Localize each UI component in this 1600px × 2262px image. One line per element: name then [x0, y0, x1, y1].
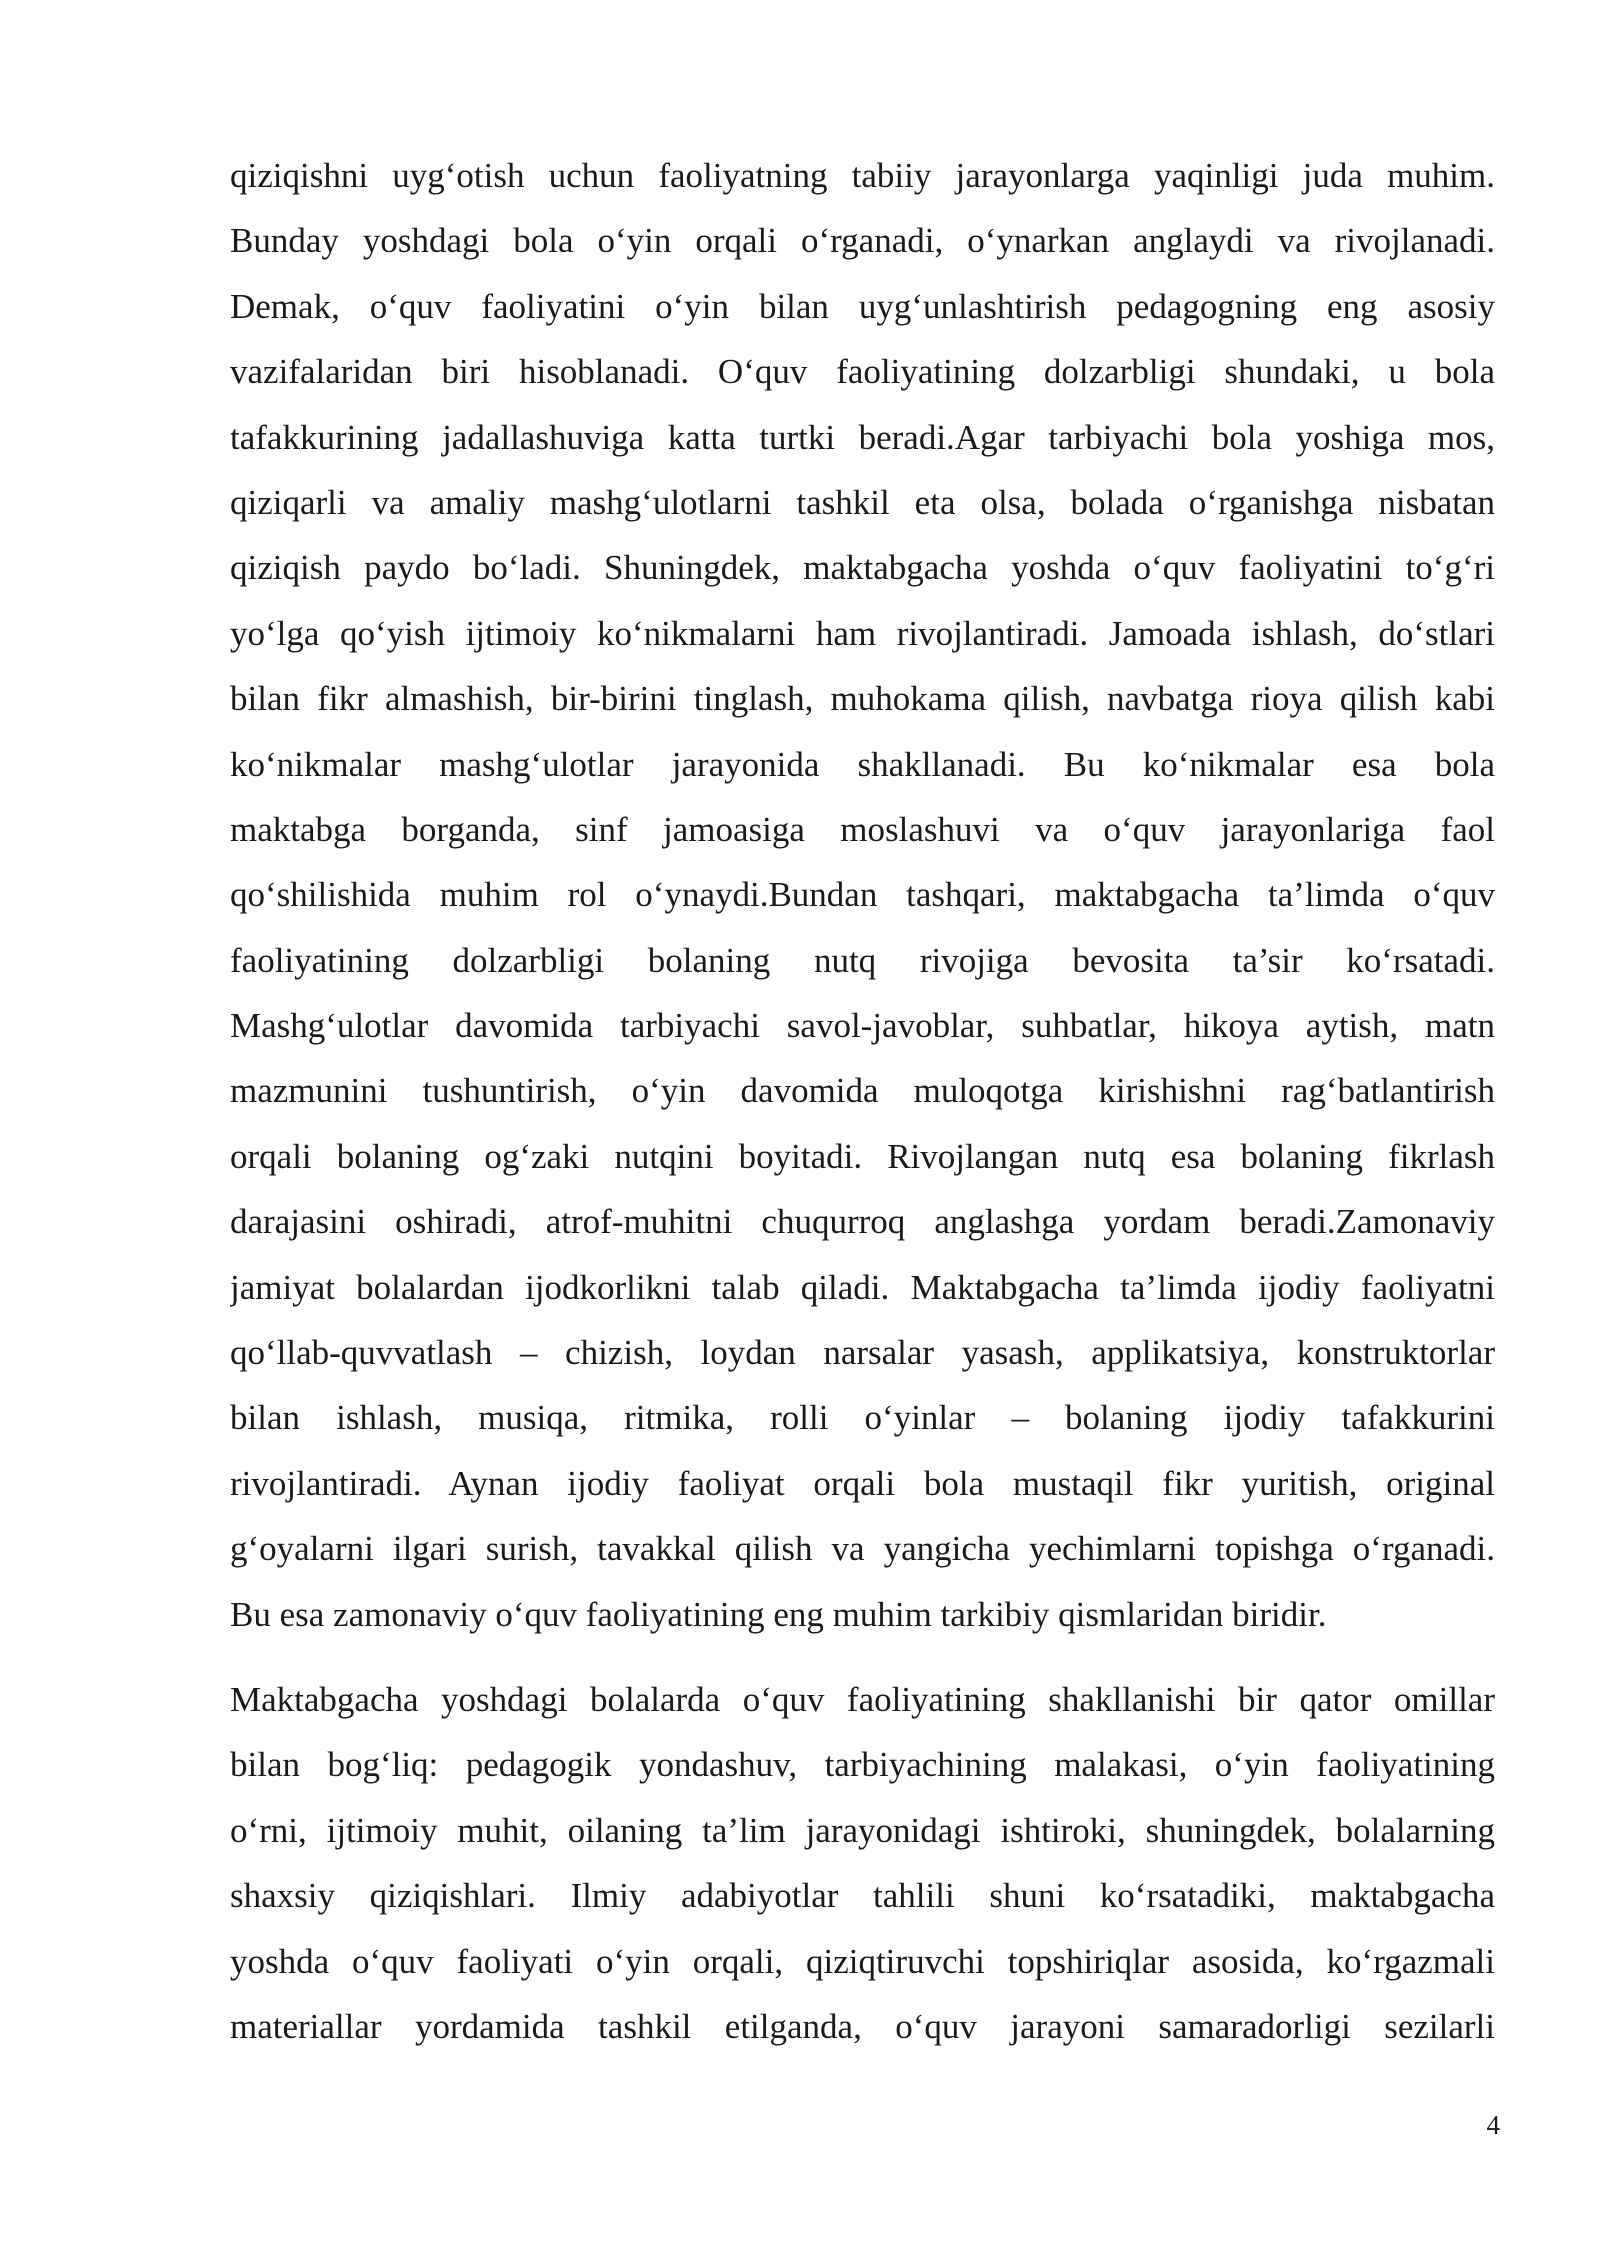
text-line: yo‘lga qo‘yish ijtimoiy ko‘nikmalarni ham rivojlantiradi. Jamoada ishlash, do‘stlari	[230, 613, 1495, 653]
text-line: bilan bog‘liq: pedagogik yondashuv, tarbiyachining malakasi, o‘yin faoliyatining	[230, 1745, 1495, 1785]
text-line: tafakkurining jadallashuviga katta turtki beradi.Agar tarbiyachi bola yoshiga mos,	[230, 417, 1495, 457]
text-line: yoshda o‘quv faoliyati o‘yin orqali, qiziqtiruvchi topshiriqlar asosida, ko‘rgazmali	[230, 1941, 1495, 1981]
text-line: ko‘nikmalar mashg‘ulotlar jarayonida shakllanadi. Bu ko‘nikmalar esa bola	[230, 744, 1495, 784]
text-line: qiziqish paydo bo‘ladi. Shuningdek, maktabgacha yoshda o‘quv faoliyatini to‘g‘ri	[230, 548, 1495, 588]
text-line: mazmunini tushuntirish, o‘yin davomida muloqotga kirishishni rag‘batlantirish	[230, 1071, 1495, 1111]
text-line: qo‘shilishida muhim rol o‘ynaydi.Bundan tashqari, maktabgacha ta’limda o‘quv	[230, 875, 1495, 915]
page-number: 4	[1486, 2110, 1500, 2140]
text-line: rivojlantiradi. Aynan ijodiy faoliyat orqali bola mustaqil fikr yuritish, original	[230, 1463, 1495, 1503]
text-line: Demak, o‘quv faoliyatini o‘yin bilan uyg‘unlashtirish pedagogning eng asosiy	[230, 286, 1495, 326]
paragraph-1	[230, 143, 1495, 1647]
text-line: vazifalaridan biri hisoblanadi. O‘quv faoliyatining dolzarbligi shundaki, u bola	[230, 352, 1495, 392]
text-line: qo‘llab-quvvatlash – chizish, loydan narsalar yasash, applikatsiya, konstruktorlar	[230, 1333, 1495, 1373]
text-line: maktabga borganda, sinf jamoasiga moslashuvi va o‘quv jarayonlariga faol	[230, 809, 1495, 849]
text-line: Maktabgacha yoshdagi bolalarda o‘quv faoliyatining shakllanishi bir qator omillar	[230, 1680, 1495, 1719]
text-line: materiallar yordamida tashkil etilganda, o‘quv jarayoni samaradorligi sezilarli	[230, 2006, 1495, 2046]
text-line: Bunday yoshdagi bola o‘yin orqali o‘rganadi, o‘ynarkan anglaydi va rivojlanadi.	[230, 221, 1495, 261]
text-line: qiziqishni uyg‘otish uchun faoliyatning tabiiy jarayonlarga yaqinligi juda muhim.	[230, 156, 1495, 195]
text-line: faoliyatining dolzarbligi bolaning nutq rivojiga bevosita ta’sir ko‘rsatadi.	[230, 940, 1495, 980]
text-line: Bu esa zamonaviy o‘quv faoliyatining eng muhim tarkibiy qismlaridan biridir.	[230, 1594, 1327, 1634]
text-line: g‘oyalarni ilgari surish, tavakkal qilish va yangicha yechimlarni topishga o‘rganadi.	[230, 1529, 1495, 1569]
text-line: bilan ishlash, musiqa, ritmika, rolli o‘yinlar – bolaning ijodiy tafakkurini	[230, 1398, 1495, 1438]
text-line: jamiyat bolalardan ijodkorlikni talab qiladi. Maktabgacha ta’limda ijodiy faoliyatni	[230, 1267, 1495, 1307]
text-line: o‘rni, ijtimoiy muhit, oilaning ta’lim jarayonidagi ishtiroki, shuningdek, bolalarning	[230, 1810, 1495, 1850]
text-line: qiziqarli va amaliy mashg‘ulotlarni tashkil eta olsa, bolada o‘rganishga nisbatan	[230, 482, 1495, 522]
text-line: orqali bolaning og‘zaki nutqini boyitadi. Rivojlangan nutq esa bolaning fikrlash	[230, 1136, 1495, 1176]
text-line: darajasini oshiradi, atrof-muhitni chuqurroq anglashga yordam beradi.Zamonaviy	[230, 1202, 1495, 1242]
paragraph-2	[230, 1667, 1495, 2059]
text-line: shaxsiy qiziqishlari. Ilmiy adabiyotlar tahlili shuni ko‘rsatadiki, maktabgacha	[230, 1876, 1495, 1916]
text-line: Mashg‘ulotlar davomida tarbiyachi savol-javoblar, suhbatlar, hikoya aytish, matn	[230, 1006, 1495, 1046]
text-line: bilan fikr almashish, bir-birini tinglash, muhokama qilish, navbatga rioya qilish kabi	[230, 679, 1495, 719]
